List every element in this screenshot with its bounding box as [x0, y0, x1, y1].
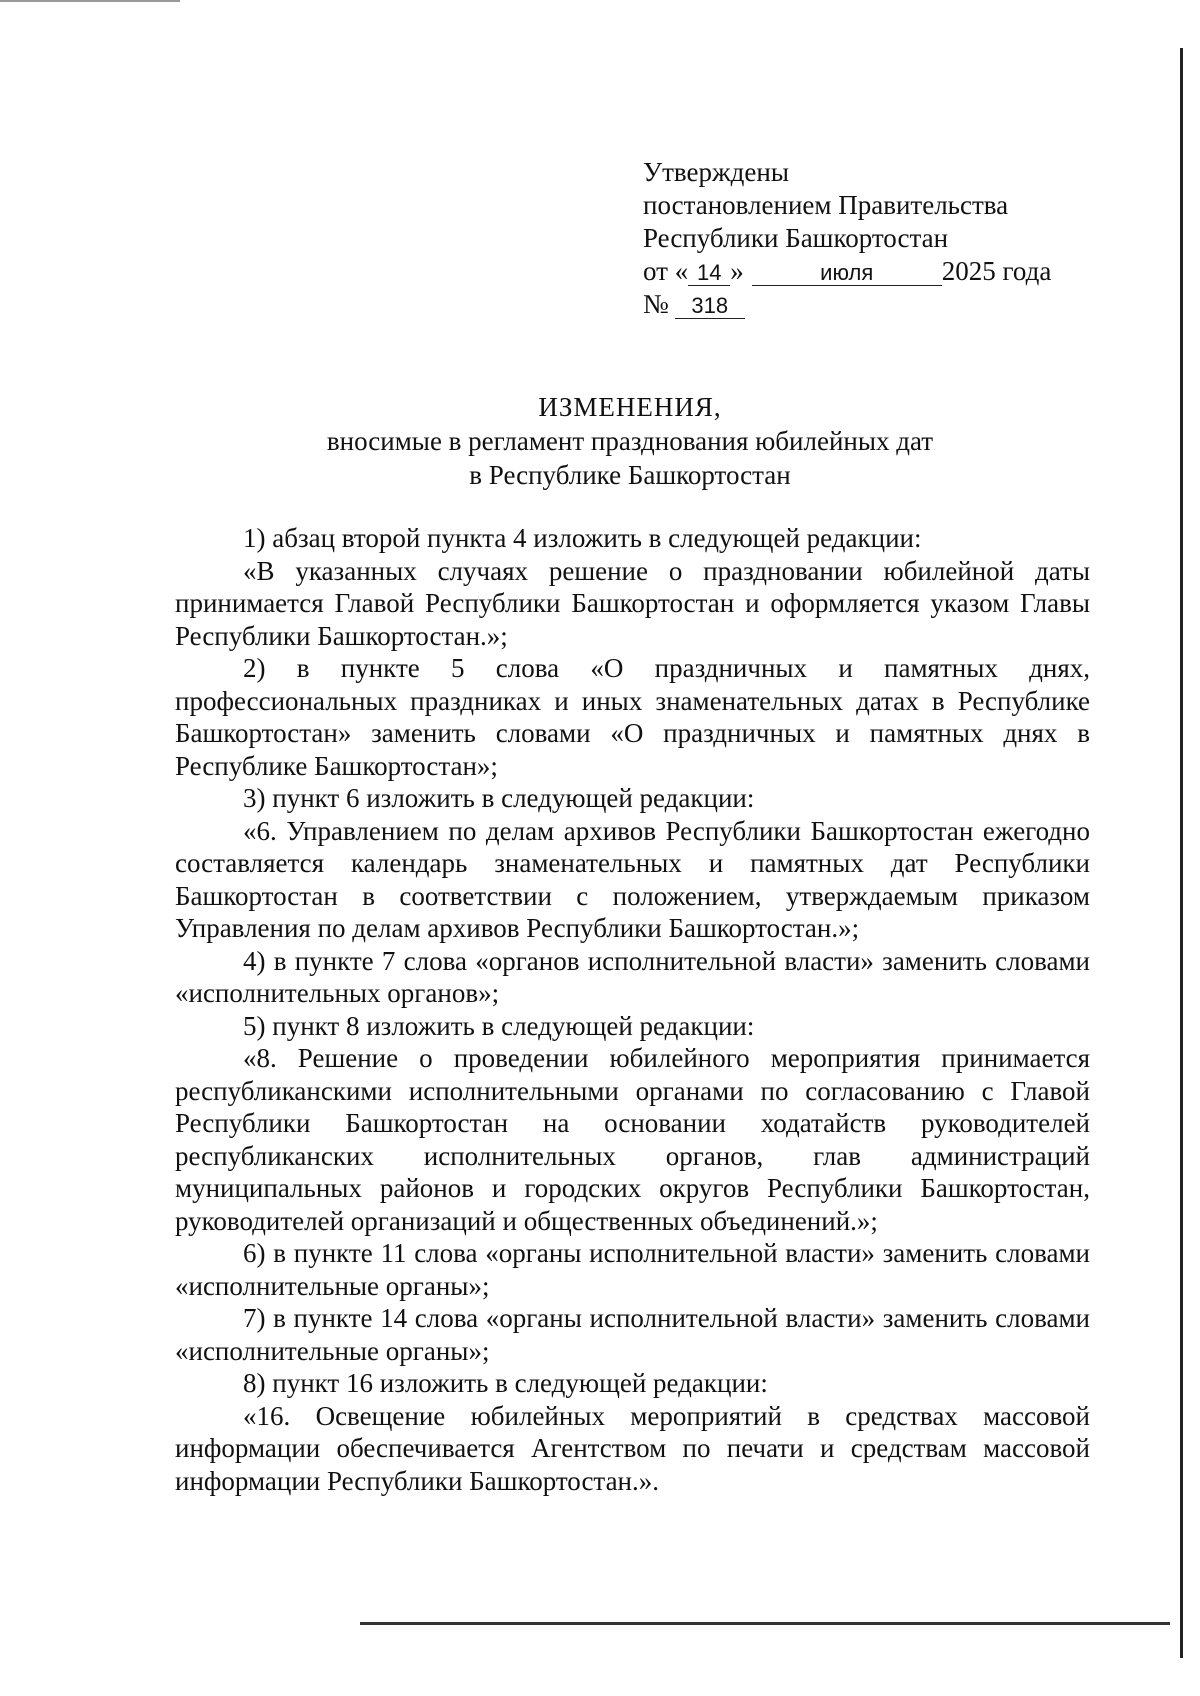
paragraph-3: 2) в пункте 5 слова «О праздничных и памятных днях, профессиональных праздниках и иных знаменательных датах в Республике Башкортостан» заменить словами «О праздничных и памятных днях в Республике Башкортостан»; [175, 653, 1090, 781]
title-subtitle-2: в Республике Башкортостан [469, 460, 791, 490]
title-heading: ИЗМЕНЕНИЯ, [538, 392, 722, 422]
paragraph-5: «6. Управлением по делам архивов Республики Башкортостан ежегодно составляется календарь знаменательных и памятных дат Республики Башкортостан в соответствии с положением, утверждаемым приказом Управления по делам архивов Республики Башкортостан.»; [175, 815, 1090, 943]
approval-line-2: постановлением Правительства [643, 190, 1009, 220]
approval-date-line [643, 255, 1051, 288]
paragraph-9: 6) в пункте 11 слова «органы исполнительной власти» заменить словами «исполнительные органы»; [175, 1238, 1090, 1301]
paragraph-4: 3) пункт 6 изложить в следующей редакции: [243, 783, 755, 813]
paragraph-6: 4) в пункте 7 слова «органов исполнительной власти» заменить словами «исполнительных органов»; [175, 945, 1090, 1008]
paragraph-2: «В указанных случаях решение о праздновании юбилейной даты принимается Главой Республики Башкортостан и оформляется указом Главы Республики Башкортостан.»; [175, 555, 1090, 651]
number-prefix: № [643, 289, 669, 319]
number-value: 318 [675, 294, 745, 319]
title-subtitle-1: вносимые в регламент празднования юбилейных дат [326, 426, 934, 456]
approval-line-3: Республики Башкортостан [643, 223, 949, 253]
date-prefix: от « [643, 256, 689, 286]
scan-edge-bottom [360, 1622, 1170, 1625]
approval-stamp-block [643, 156, 1051, 321]
paragraph-11: 8) пункт 16 изложить в следующей редакции: [243, 1368, 768, 1398]
paragraph-7: 5) пункт 8 изложить в следующей редакции: [243, 1010, 755, 1041]
scan-edge-top [0, 0, 180, 2]
document-title [175, 390, 1085, 492]
paragraph-1: 1) абзац второй пункта 4 изложить в следующей редакции: [243, 523, 922, 553]
approval-number-line [643, 288, 1051, 321]
date-day: 14 [688, 261, 730, 286]
document-body [175, 522, 1090, 1497]
paragraph-10: 7) в пункте 14 слова «органы исполнительной власти» заменить словами «исполнительные органы»; [175, 1303, 1090, 1366]
date-year: 2025 года [941, 256, 1052, 286]
scan-edge-right [1180, 48, 1183, 1658]
approval-line-1: Утверждены [643, 157, 789, 187]
paragraph-12: «16. Освещение юбилейных мероприятий в средствах массовой информации обеспечивается Агентством по печати и средствам массовой информации Республики Башкортостан.». [175, 1400, 1090, 1496]
date-month: июля [752, 261, 942, 286]
paragraph-8: «8. Решение о проведении юбилейного мероприятия принимается республиканскими исполнительными органами по согласованию с Главой Республики Башкортостан на основании ходатайств руководителей республиканских исполнительных органов, глав администраций муниципальных районов и городских округов Республики Башкортостан, руководителей организаций и общественных объединений.»; [175, 1043, 1090, 1236]
date-mid: » [730, 256, 744, 286]
